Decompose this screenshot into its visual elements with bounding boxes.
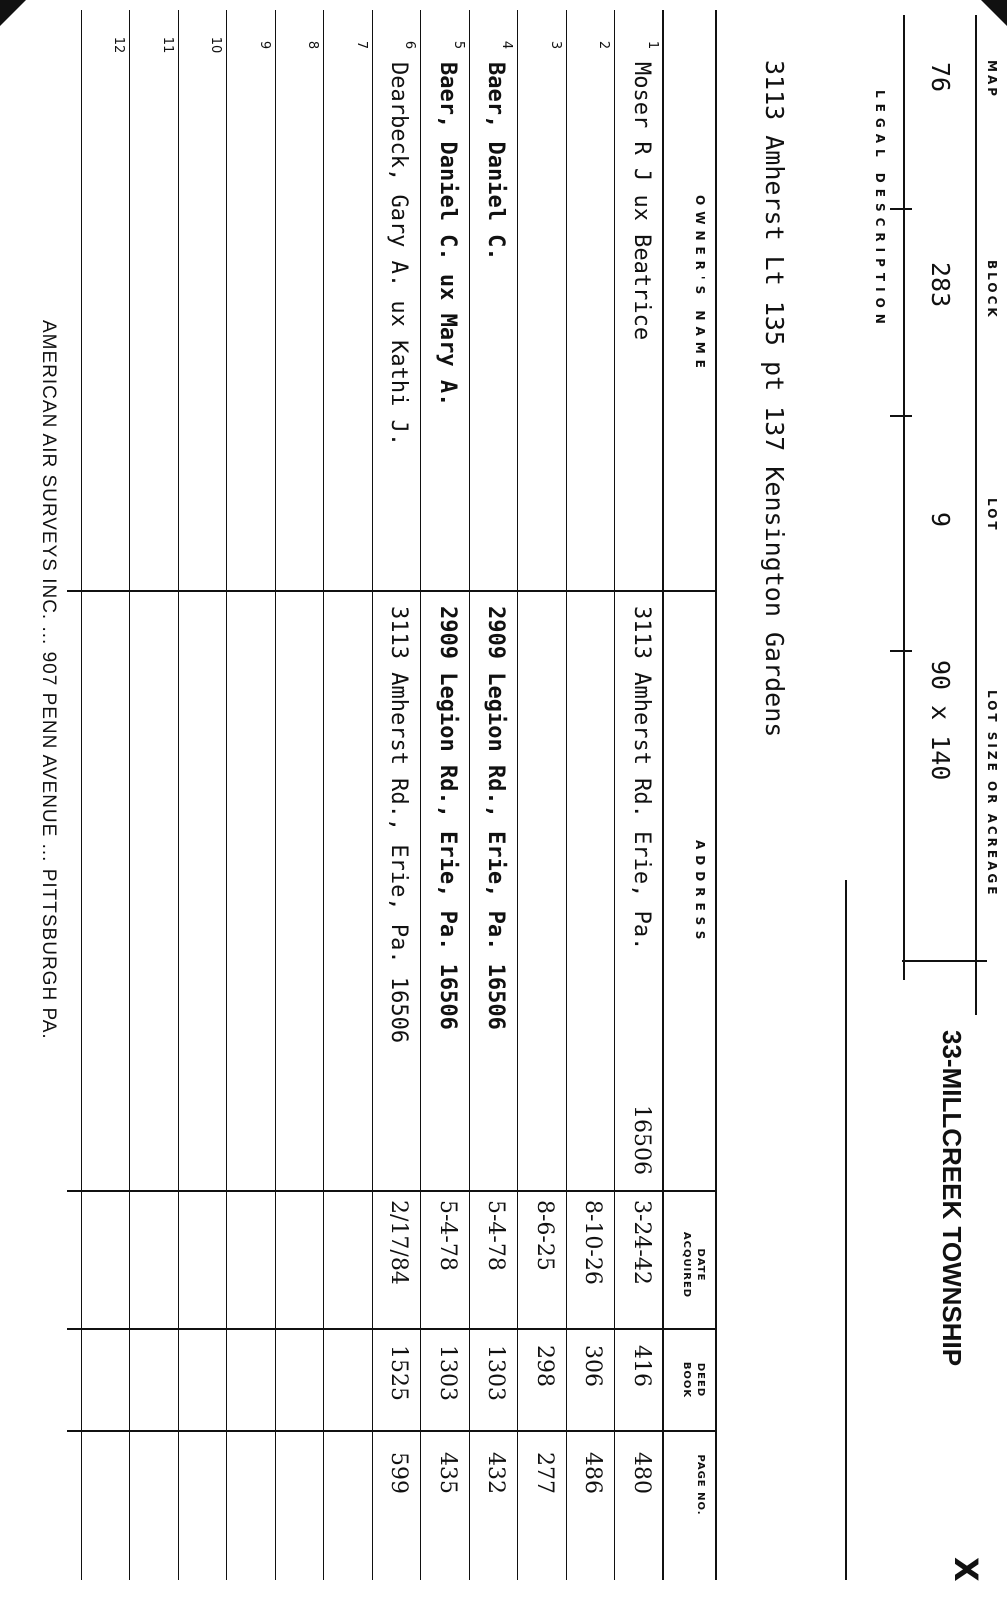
date-acquired-cell: 8-6-25 [532,1200,557,1271]
header-divider-4 [902,960,987,962]
table-header-rule [662,10,664,1580]
row-rule [324,10,325,1580]
page-column-header: PAGE NO. [695,1454,706,1516]
township-title: 33-MILLCREEK TOWNSHIP [937,1030,967,1367]
deed-book-cell: 416 [629,1345,654,1387]
deed-page-divider [67,1430,717,1432]
address-cell: 2909 Legion Rd., Erie, Pa. 16506 [483,606,509,1030]
date-acquired-cell: 8-10-26 [580,1200,606,1285]
row-number: 12 [111,36,127,54]
row-rule [227,10,228,1580]
header-mid-rule [903,15,905,980]
row-number: 6 [402,40,418,50]
row-rule [566,10,567,1580]
row-rule [130,10,131,1580]
header-top-rule [975,15,977,1015]
date-acquired-cell: 2/17/84 [386,1200,412,1285]
date-column-header: DATE ACQUIRED [681,1231,706,1299]
header-right-rule [845,880,847,1580]
owner-name-cell: Baer, Daniel C. [483,62,509,261]
page-number-cell: 277 [532,1452,557,1494]
owner-name-cell: Baer, Daniel C. ux Mary A. [435,62,460,407]
lot-label: LOT [985,498,999,533]
deed-book-cell: 1303 [483,1345,509,1401]
row-number: 5 [451,40,466,50]
row-rule [518,10,519,1580]
footer-text: AMERICAN AIR SURVEYS INC. ... 907 PENN AVENUE ... PITTSBURGH PA. [38,320,59,1040]
deed-book-cell: 306 [580,1345,606,1387]
corner-mark-top-left [977,0,1007,30]
row-number: 7 [354,40,369,50]
date-acquired-cell: 3-24-42 [629,1200,654,1285]
owner-column-header: OWNER'S NAME [693,195,707,374]
owner-address-divider [67,590,717,592]
block-value: 283 [926,262,955,308]
deed-book-cell: 1525 [386,1345,412,1401]
address-cell: 2909 Legion Rd., Erie, Pa. 16506 [435,606,460,1030]
header-divider-1 [890,208,912,210]
zip-cell: 16506 [629,1105,654,1175]
deed-column-header: DEED BOOK [681,1361,706,1399]
date-deed-divider [67,1328,717,1330]
deed-book-cell: 298 [532,1345,557,1387]
page-number-cell: 486 [580,1452,606,1494]
row-number: 1 [645,40,660,50]
row-number: 10 [208,36,224,54]
page-number-cell: 480 [629,1452,654,1494]
owner-name-cell: Moser R J ux Beatrice [629,62,654,341]
table-top-rule [715,10,717,1580]
row-number: 8 [305,40,321,50]
block-label: BLOCK [985,260,999,320]
map-label: MAP [985,60,999,100]
row-rule [275,10,276,1580]
row-number: 11 [160,36,175,54]
page-number-cell: 432 [483,1452,509,1494]
row-number: 3 [548,40,563,50]
corner-mark-bottom-left [0,0,30,30]
page-number-cell: 435 [435,1452,460,1494]
row-rule [178,10,179,1580]
address-cell: 3113 Amherst Rd. Erie, Pa. [629,606,654,951]
lot-size-value: 90 x 140 [926,660,955,781]
row-rule [372,10,373,1580]
date-acquired-cell: 5-4-78 [435,1200,460,1271]
lot-value: 9 [926,512,955,528]
row-rule [469,10,470,1580]
row-number: 4 [499,40,515,50]
row-rule [421,10,422,1580]
address-column-header: ADDRESS [693,840,707,946]
owner-name-cell: Dearbeck, Gary A. ux Kathi J. [386,62,412,447]
map-value: 76 [926,62,955,93]
deed-book-cell: 1303 [435,1345,460,1401]
address-cell: 3113 Amherst Rd., Erie, Pa. 16506 [386,606,412,1044]
row-number: 9 [257,40,272,50]
legal-description-label: LEGAL DESCRIPTION [873,90,887,330]
address-date-divider [67,1190,717,1192]
page-number-cell: 599 [386,1452,412,1494]
row-rule [615,10,616,1580]
row-rule [81,10,82,1580]
check-mark: X [947,1557,985,1582]
header-divider-3 [890,650,912,652]
header-divider-2 [890,415,912,417]
date-acquired-cell: 5-4-78 [483,1200,509,1271]
row-number: 2 [596,40,612,50]
legal-description-text: 3113 Amherst Lt 135 pt 137 Kensington Gardens [760,60,789,738]
lot-size-label: LOT SIZE OR ACREAGE [985,690,999,898]
